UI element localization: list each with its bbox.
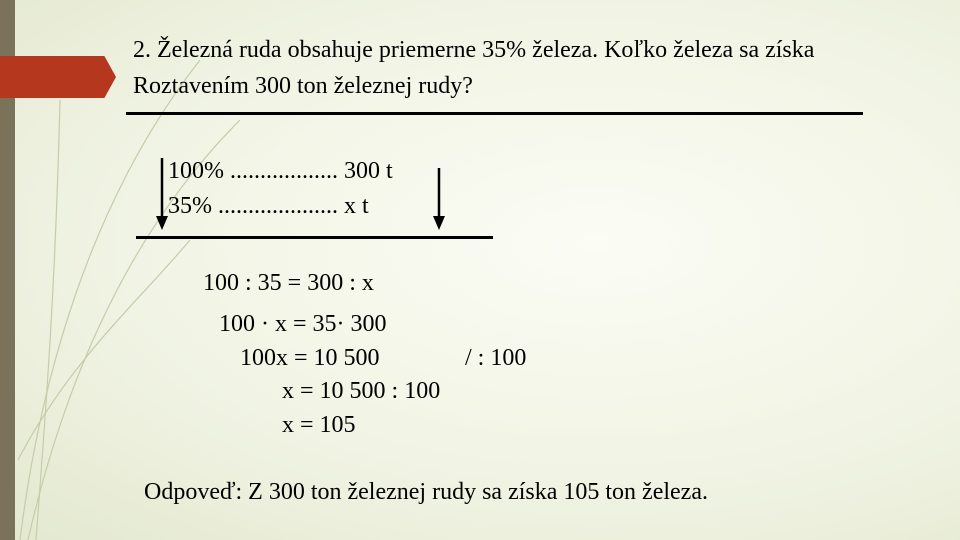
solution-step-1: 100 : 35 = 300 : x — [203, 270, 374, 296]
solution-step-3-note: / : 100 — [465, 345, 527, 371]
proportion-row-2: 35% .................... x t — [168, 193, 369, 219]
solution-step-3: 100x = 10 500 — [240, 345, 380, 371]
proportion-row-1: 100% .................. 300 t — [168, 158, 393, 184]
proportion-underline — [136, 236, 493, 239]
solution-step-2: 100 · x = 35· 300 — [219, 311, 387, 337]
question-line-2: Roztavením 300 ton železnej rudy? — [133, 73, 473, 99]
answer-text: Odpoveď: Z 300 ton železnej rudy sa získa 105 ton železa. — [144, 479, 708, 505]
question-line-1: 2. Železná ruda obsahuje priemerne 35% železa. Koľko železa sa získa — [133, 37, 815, 63]
solution-step-5: x = 105 — [282, 412, 356, 438]
solution-step-4: x = 10 500 : 100 — [282, 378, 441, 404]
